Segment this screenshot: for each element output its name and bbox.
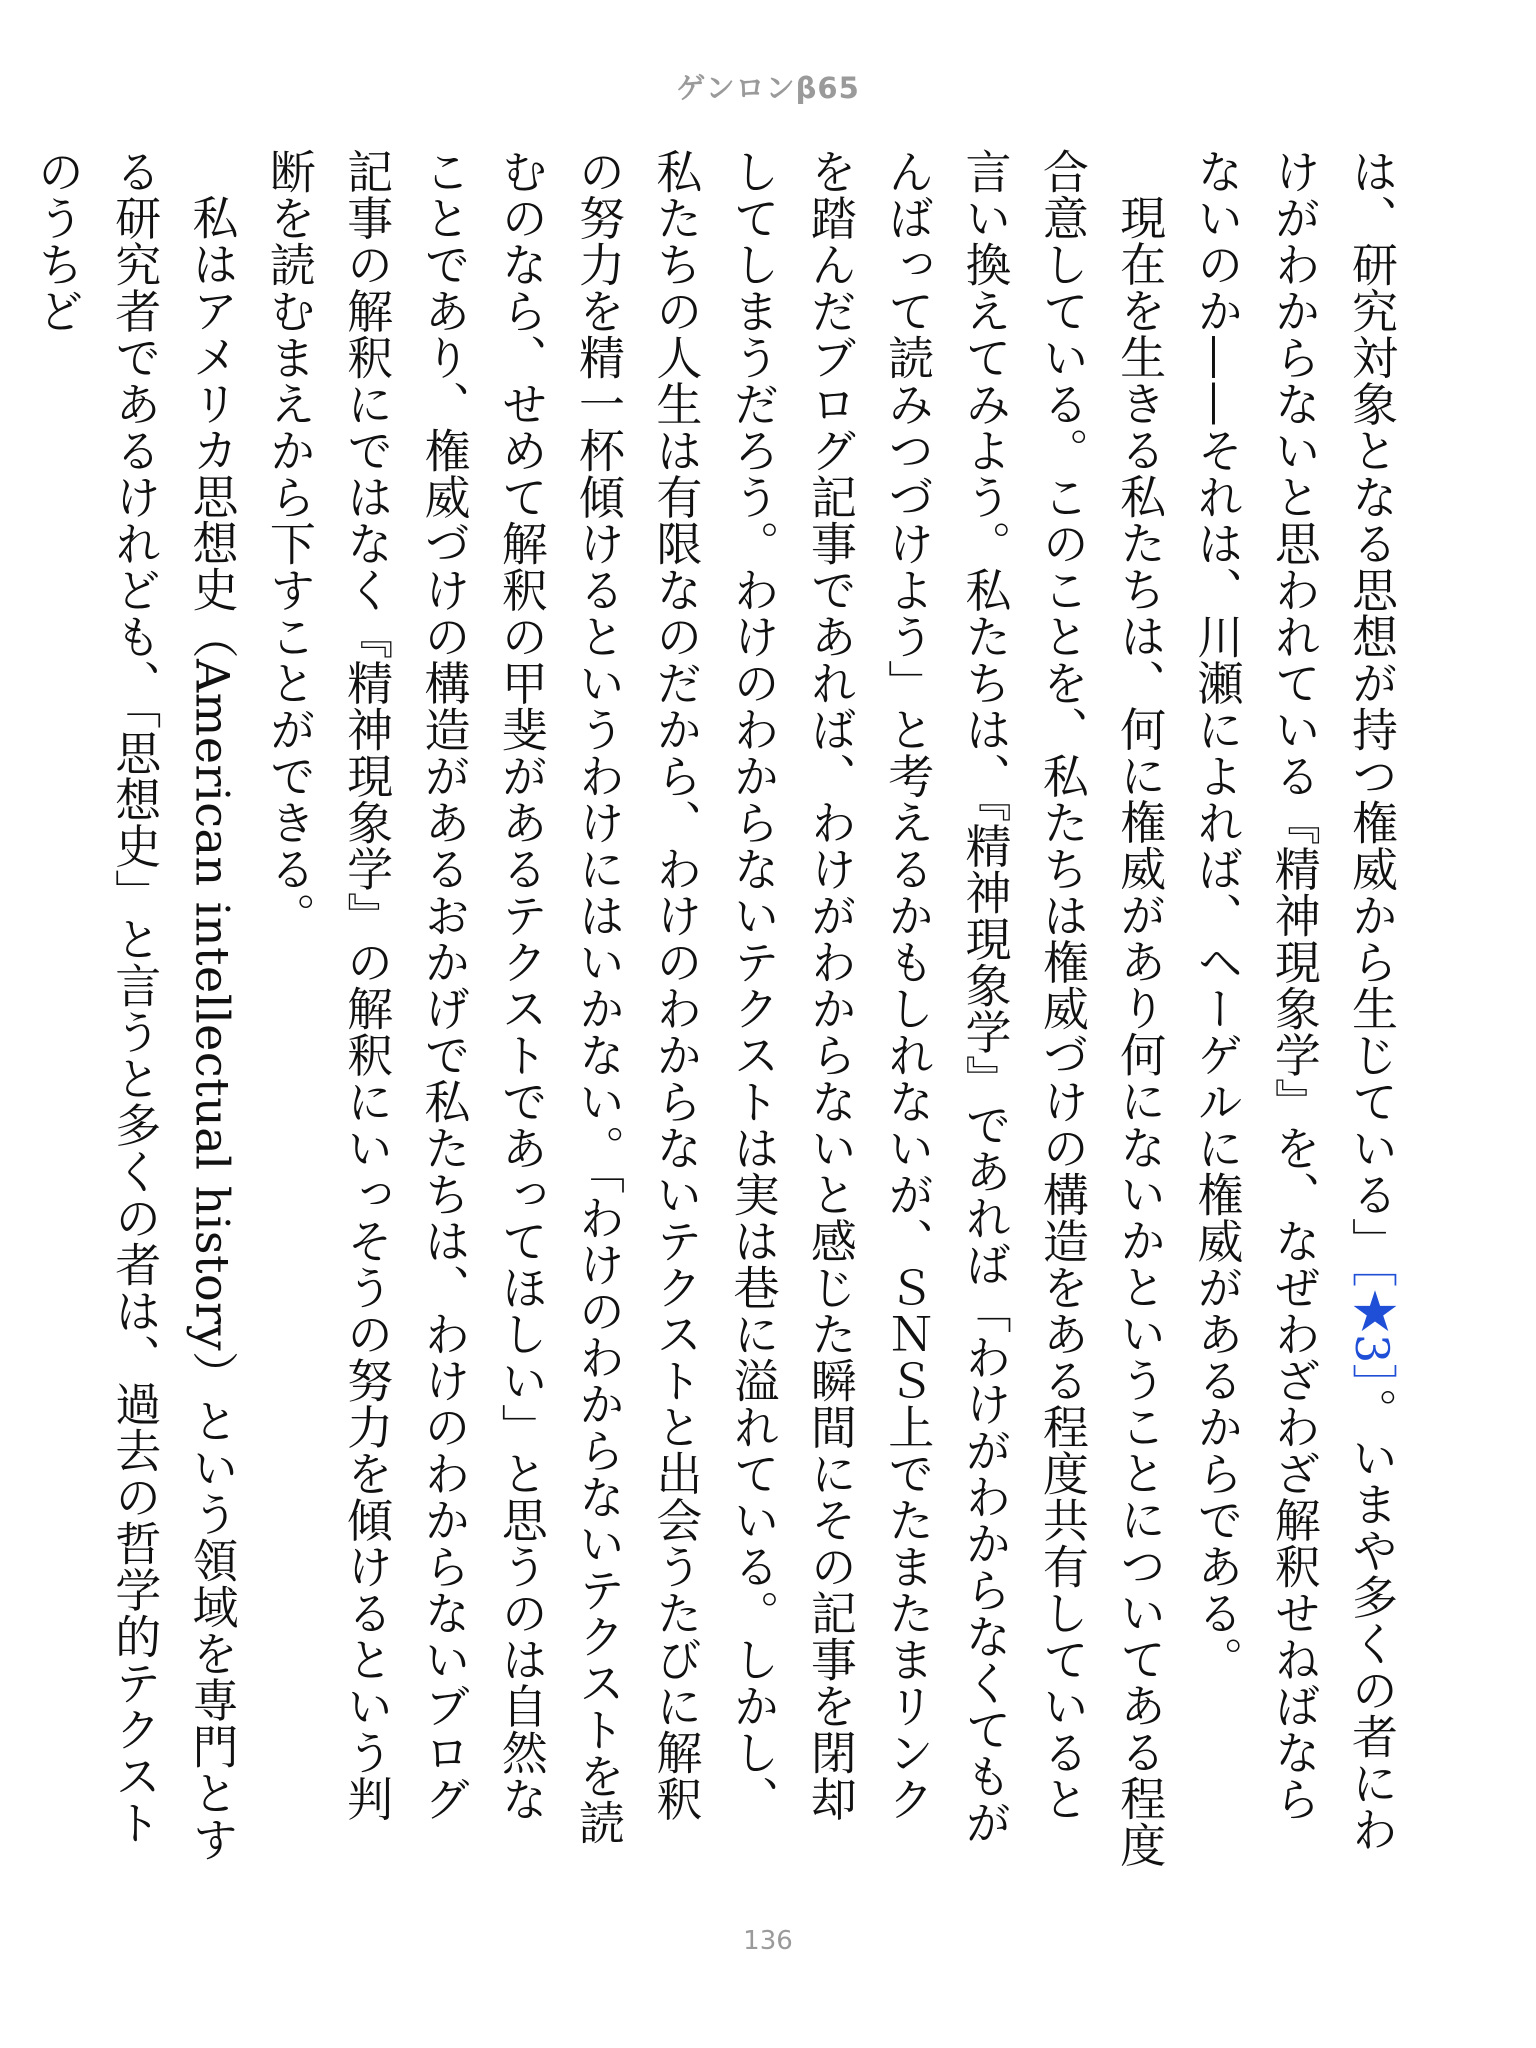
paragraph-2: 現在を生きる私たちは、何に権威があり何にないかということについてある程度合意している。このことを、私たちは権威づけの構造をある程度共有していると言い換えてみよう。私たちは、『精神現象学』であれば「わけがわからなくてもがんばって読みつづけよう」と考えるかもしれないが、ＳＮＳ上でたまたまリンクを踏んだブログ記事であれば、わけがわからないと感じた瞬間にその記事を閉却してしまうだろう。わけのわからないテクストは実は巷に溢れている。しかし、私たちの人生は有限なのだから、わけのわからないテクストと出会うたびに解釈の努力を精一杯傾けるというわけにはいかない。「わけのわからないテクストを読むのなら、せめて解釈の甲斐があるテクストであってほしい」と思うのは自然なことであり、権威づけの構造があるおかげで私たちは、わけのわからないブログ記事の解釈にではなく『精神現象学』の解釈にいっそうの努力を傾けるという判断を読むまえから下すことができる。	[262, 148, 1168, 1868]
paragraph-1	[1178, 148, 1410, 1868]
vertical-text-body	[30, 148, 1410, 1868]
paragraph-3-text-start: 私はアメリカ思想史（	[185, 194, 240, 659]
footnote-reference-link[interactable]: ［★3］	[1345, 1264, 1399, 1388]
paragraph-3-english-term: American intellectual history	[185, 659, 240, 1352]
paragraph-3	[19, 148, 251, 1868]
paragraph-1-text-start: は、研究対象となる思想が持つ権威から生じている」	[1345, 148, 1399, 1264]
page-number: 136	[743, 1926, 793, 1956]
paragraph-3-text-end: ）という領域を専門とする研究者であるけれども、「思想史」と言うと多くの者は、過去の哲学的テクストのうちど	[30, 148, 240, 1863]
running-header-title: ゲンロンβ65	[676, 71, 860, 105]
paragraph-1-text-end: 。いまや多くの者にわけがわからないと思われている『精神現象学』を、なぜわざわざ解釈せねばならないのか——それは、川瀬によれば、ヘーゲルに権威があるからである。	[1190, 148, 1399, 1853]
